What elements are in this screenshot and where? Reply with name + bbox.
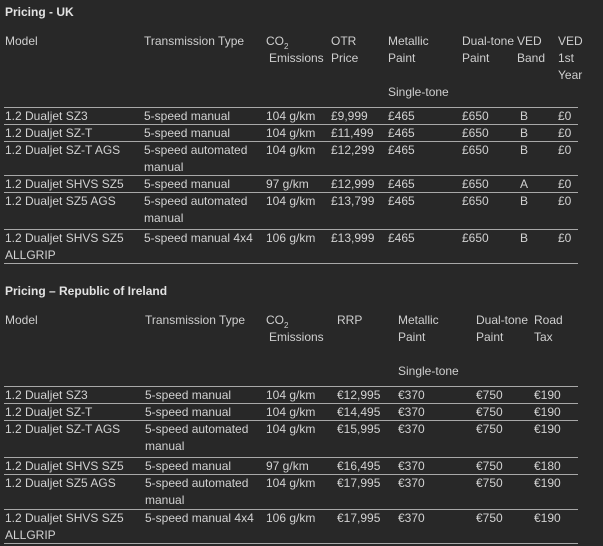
uk-cell-model: 1.2 Dualjet SZ-T: [5, 126, 93, 140]
uk-cell-ved-first-year: £0: [558, 143, 572, 157]
ie-cell-metallic-paint: €370: [398, 405, 425, 419]
uk-cell-metallic-paint: £465: [388, 231, 415, 245]
ie-cell-rrp: €15,995: [337, 422, 381, 436]
uk-cell-price: £9,999: [331, 109, 368, 123]
ie-cell-rrp: €17,995: [337, 511, 381, 525]
uk-cell-dual-tone-paint: £650: [462, 231, 489, 245]
uk-header-ved-band: VED: [517, 34, 542, 48]
ie-cell-co2: 106 g/km: [266, 511, 316, 525]
ie-cell-co2: 97 g/km: [266, 459, 309, 473]
uk-cell-ved-first-year: £0: [558, 177, 572, 191]
ie-cell-transmission: 5-speed manual: [145, 405, 232, 419]
ie-cell-road-tax: €190: [534, 511, 561, 525]
ie-header-dual-tone-paint: Dual-tone: [476, 313, 529, 327]
ie-cell-model: 1.2 Dualjet SZ5 AGS: [5, 476, 116, 490]
uk-cell-dual-tone-paint: £650: [462, 143, 489, 157]
uk-cell-transmission: 5-speed manual: [144, 177, 231, 191]
uk-header-ved-first-year: VED: [558, 34, 583, 48]
uk-cell-transmission: 5-speed automated manual: [144, 194, 248, 225]
uk-cell-dual-tone-paint: £650: [462, 109, 489, 123]
ie-cell-road-tax: €190: [534, 405, 561, 419]
uk-cell-co2: 104 g/km: [266, 126, 316, 140]
uk-cell-co2: 104 g/km: [266, 109, 316, 123]
ie-cell-road-tax: €190: [534, 422, 561, 436]
uk-header-dual-tone-paint: Dual-tone: [462, 34, 515, 48]
ie-cell-model: 1.2 Dualjet SZ3: [5, 388, 88, 402]
uk-cell-price: £11,499: [331, 126, 374, 140]
uk-header-metallic-paint: Metallic: [388, 34, 429, 48]
uk-cell-ved-band: B: [520, 126, 529, 140]
uk-pricing-title: Pricing - UK: [5, 5, 74, 19]
ie-header-rrp: RRP: [337, 313, 363, 327]
uk-header-metallic-paint-line4: Single-tone: [388, 85, 449, 99]
ie-cell-co2: 104 g/km: [266, 476, 316, 490]
uk-cell-metallic-paint: £465: [388, 143, 415, 157]
uk-header-dual-tone-paint-line2: Paint: [462, 51, 490, 65]
uk-header-price: OTR: [331, 34, 357, 48]
ie-cell-model: 1.2 Dualjet SHVS SZ5: [5, 459, 124, 473]
uk-cell-ved-first-year: £0: [558, 231, 572, 245]
ie-cell-dual-tone-paint: €750: [476, 511, 503, 525]
uk-cell-transmission: 5-speed manual: [144, 109, 231, 123]
ie-cell-co2: 104 g/km: [266, 405, 316, 419]
ie-cell-transmission: 5-speed automated manual: [145, 422, 249, 453]
uk-cell-price: £13,799: [331, 194, 375, 208]
ie-header-co2-subscript: 2: [284, 321, 289, 330]
uk-header-metallic-paint-line2: Paint: [388, 51, 416, 65]
ie-cell-metallic-paint: €370: [398, 511, 425, 525]
uk-header-price-line2: Price: [331, 51, 359, 65]
uk-cell-metallic-paint: £465: [388, 194, 415, 208]
uk-header-ved-band-line2: Band: [517, 51, 546, 65]
uk-header-co2: $CO_2$: [266, 34, 289, 51]
ie-cell-model: 1.2 Dualjet SZ-T AGS: [5, 422, 121, 436]
ie-cell-transmission: 5-speed manual: [145, 459, 232, 473]
uk-cell-ved-first-year: £0: [558, 109, 572, 123]
uk-cell-metallic-paint: £465: [388, 109, 415, 123]
uk-header-model: Model: [5, 34, 38, 48]
uk-cell-ved-band: B: [520, 231, 529, 245]
ie-cell-transmission: 5-speed manual 4x4: [145, 511, 254, 525]
ie-cell-dual-tone-paint: €750: [476, 459, 503, 473]
ie-cell-rrp: €12,995: [337, 388, 381, 402]
uk-cell-ved-band: B: [520, 109, 529, 123]
uk-cell-co2: 97 g/km: [266, 177, 309, 191]
ie-header-metallic-paint-line4: Single-tone: [398, 364, 459, 378]
ie-cell-co2: 104 g/km: [266, 422, 316, 436]
uk-cell-transmission: 5-speed manual: [144, 126, 231, 140]
uk-header-ved-first-year-line3: Year: [558, 68, 583, 82]
ie-cell-co2: 104 g/km: [266, 388, 316, 402]
uk-cell-model: 1.2 Dualjet SHVS SZ5: [5, 177, 124, 191]
ie-cell-rrp: €16,495: [337, 459, 381, 473]
ie-cell-metallic-paint: €370: [398, 476, 425, 490]
ie-header-metallic-paint-line2: Paint: [398, 330, 426, 344]
uk-cell-model: 1.2 Dualjet SZ3: [5, 109, 88, 123]
ie-cell-rrp: €17,995: [337, 476, 381, 490]
ie-cell-road-tax: €180: [534, 459, 561, 473]
uk-cell-price: £12,299: [331, 143, 375, 157]
uk-cell-transmission: 5-speed automated manual: [144, 143, 248, 174]
ie-header-road-tax: Road: [534, 313, 563, 327]
uk-header-co2-line2: Emissions: [269, 51, 324, 65]
ie-cell-metallic-paint: €370: [398, 388, 425, 402]
ie-cell-rrp: €14,495: [337, 405, 381, 419]
uk-cell-co2: 104 g/km: [266, 194, 316, 208]
uk-cell-price: £12,999: [331, 177, 375, 191]
ie-header-dual-tone-paint-line2: Paint: [476, 330, 504, 344]
ie-header-metallic-paint: Metallic: [398, 313, 439, 327]
uk-cell-co2: 104 g/km: [266, 143, 316, 157]
ie-cell-dual-tone-paint: €750: [476, 405, 503, 419]
uk-cell-dual-tone-paint: £650: [462, 177, 489, 191]
ie-cell-metallic-paint: €370: [398, 459, 425, 473]
ie-header-model: Model: [5, 313, 38, 327]
ie-cell-metallic-paint: €370: [398, 422, 425, 436]
uk-cell-model: 1.2 Dualjet SZ-T AGS: [5, 143, 121, 157]
ie-cell-model: 1.2 Dualjet SZ-T: [5, 405, 93, 419]
uk-cell-co2: 106 g/km: [266, 231, 316, 245]
uk-cell-ved-band: B: [520, 194, 529, 208]
ie-header-co2-line2: Emissions: [269, 330, 324, 344]
uk-cell-ved-band: B: [520, 143, 529, 157]
uk-cell-model: 1.2 Dualjet SZ5 AGS: [5, 194, 116, 208]
uk-cell-ved-first-year: £0: [558, 194, 572, 208]
uk-header-ved-first-year-line2: 1st: [558, 51, 575, 65]
ie-header-transmission: Transmission Type: [145, 313, 246, 327]
ie-cell-transmission: 5-speed manual: [145, 388, 232, 402]
uk-header-transmission: Transmission Type: [144, 34, 245, 48]
ie-cell-transmission: 5-speed automated manual: [145, 476, 249, 507]
uk-cell-metallic-paint: £465: [388, 177, 415, 191]
uk-cell-ved-first-year: £0: [558, 126, 572, 140]
ie-cell-model: 1.2 Dualjet SHVS SZ5 ALLGRIP: [5, 511, 124, 542]
uk-cell-ved-band: A: [520, 177, 529, 191]
ie-cell-road-tax: €190: [534, 476, 561, 490]
uk-cell-transmission: 5-speed manual 4x4: [144, 231, 253, 245]
uk-cell-dual-tone-paint: £650: [462, 126, 489, 140]
uk-cell-metallic-paint: £465: [388, 126, 415, 140]
uk-cell-model: 1.2 Dualjet SHVS SZ5 ALLGRIP: [5, 231, 124, 262]
ie-header-co2: $CO_2$: [266, 313, 289, 330]
ie-cell-dual-tone-paint: €750: [476, 388, 503, 402]
ie-cell-dual-tone-paint: €750: [476, 476, 503, 490]
uk-cell-price: £13,999: [331, 231, 375, 245]
ie-cell-road-tax: €190: [534, 388, 561, 402]
ireland-pricing-title: Pricing – Republic of Ireland: [5, 284, 168, 298]
uk-header-co2-subscript: 2: [284, 42, 289, 51]
ie-cell-dual-tone-paint: €750: [476, 422, 503, 436]
uk-cell-dual-tone-paint: £650: [462, 194, 489, 208]
ie-header-road-tax-line2: Tax: [534, 330, 553, 344]
